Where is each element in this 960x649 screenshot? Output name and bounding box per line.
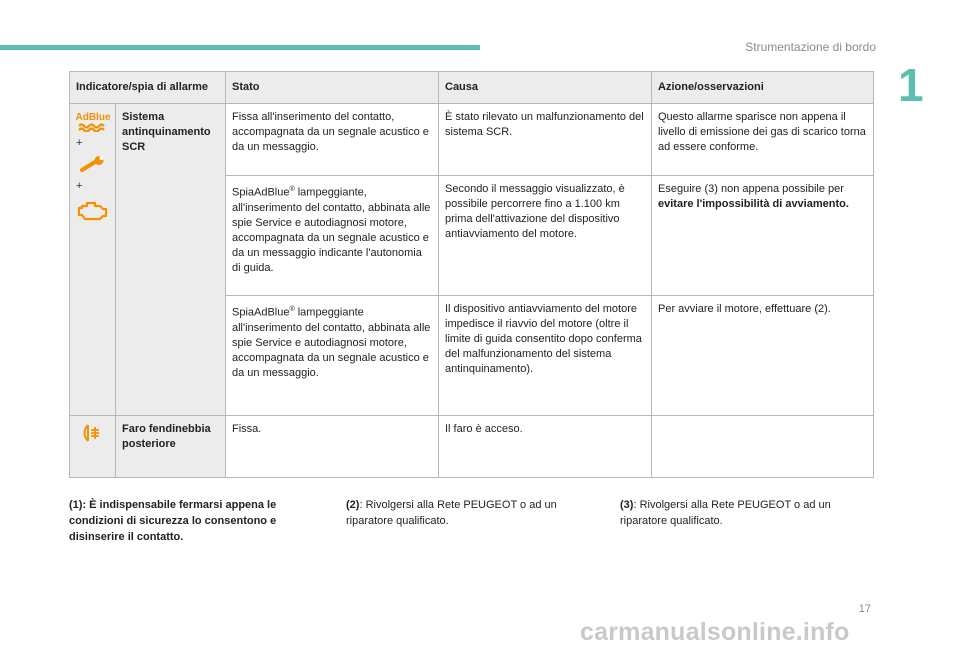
header-accent-bar [0,45,480,50]
cell-stato: SpiaAdBlue® lampeggiante, all'inserimento del contatto, abbinata alle spie Service e autodiagnosi motore, accompagnata da un segnale acustico e da un messaggio indicante l'autonomia di guida. [226,176,439,296]
column-header-causa: Causa [439,72,652,104]
cell-causa: Secondo il messaggio visualizzato, è possibile percorrere fino a 1.100 km prima dell'attivazione del dispositivo antiavviamento del motore. [439,176,652,296]
column-header-indicator: Indicatore/spia di allarme [70,72,226,104]
cell-azione: Per avviare il motore, effettuare (2). [652,296,874,416]
plus-sign: + [76,137,83,149]
rear-fog-lamp-icon [78,422,108,444]
fog-lamp-name: Faro fendinebbia posteriore [116,416,226,478]
fog-lamp-icon-cell [70,416,116,478]
cell-causa: Il faro è acceso. [439,416,652,478]
cell-causa: Il dispositivo antiavviamento del motore impedisce il riavvio del motore (oltre il limite di guida consentito dopo conferma del malfunzionamento del sistema antinquinamento). [439,296,652,416]
table-row [70,416,874,478]
cell-causa: È stato rilevato un malfunzionamento del sistema SCR. [439,104,652,176]
section-title: Strumentazione di bordo [745,40,876,54]
adblue-icon [76,110,110,132]
cell-stato: Fissa. [226,416,439,478]
page-number: 17 [858,603,871,615]
engine-icon [76,198,110,222]
footnote-1: (1): È indispensabile fermarsi appena le condizioni di sicurezza lo consentono e disinserire il contatto. [69,499,277,543]
cell-stato: Fissa all'inserimento del contatto, accompagnata da un segnale acustico e da un messaggio. [226,104,439,176]
cell-azione: Eseguire (3) non appena possibile per evitare l'impossibilità di avviamento. [652,176,874,296]
footnote-3: (3): Rivolgersi alla Rete PEUGEOT o ad un riparatore qualificato. [620,499,831,527]
footnote-2: (2): Rivolgersi alla Rete PEUGEOT o ad un riparatore qualificato. [346,499,557,527]
table-header-row [70,72,874,104]
cell-stato: SpiaAdBlue® lampeggiante all'inserimento del contatto, abbinata alle spie Service e autodiagnosi motore, accompagnata da un segnale acustico e da un messaggio. [226,296,439,416]
wrench-icon [78,155,108,175]
table-row [70,104,874,176]
column-header-stato: Stato [226,72,439,104]
watermark: carmanualsonline.info [580,618,850,646]
scr-icons-cell [70,104,116,416]
warning-lights-table [69,71,874,478]
cell-azione: Questo allarme sparisce non appena il livello di emissione dei gas di scarico torna ad essere conforme. [652,104,874,176]
chapter-number: 1 [898,59,924,111]
plus-sign: + [76,180,83,192]
cell-azione [652,416,874,478]
scr-system-name: Sistema antinquinamento SCR [116,104,226,416]
svg-text:AdBlue: AdBlue [76,112,110,123]
column-header-azione: Azione/osservazioni [652,72,874,104]
